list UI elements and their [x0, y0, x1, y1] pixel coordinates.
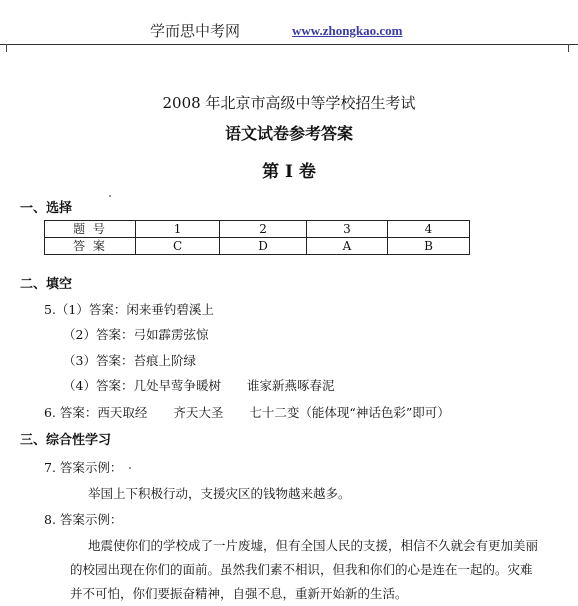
- site-name: 学而思中考网: [150, 22, 241, 40]
- answer-part: 七十二变（能体现“神话色彩”即可）: [249, 405, 450, 420]
- answer-part: （4）答案：几处早莺争暖树: [63, 378, 221, 393]
- table-row: [45, 238, 470, 255]
- answer-line: （2）答案：弓如霹雳弦惊: [63, 327, 209, 342]
- table-row-label: 题 号: [45, 221, 136, 238]
- volume-title: 第 I 卷: [262, 162, 316, 182]
- answer-line: [63, 376, 334, 394]
- table-cell: A: [306, 238, 387, 255]
- table-cell: 3: [306, 221, 387, 238]
- table-row: [45, 221, 470, 238]
- answer-line: （3）答案：苔痕上阶绿: [63, 353, 196, 368]
- section-fill-heading: 二、填空: [20, 277, 73, 292]
- table-cell: B: [387, 238, 469, 255]
- answer-line: 5.（1）答案：闲来垂钓碧溪上: [44, 302, 214, 317]
- answer-part: 6. 答案：西天取经: [44, 405, 148, 420]
- answer-text: 举国上下积极行动，支援灾区的钱物越来越多。: [88, 486, 351, 501]
- answer-part: 谁家新燕啄春泥: [246, 378, 335, 393]
- answer-table: [44, 220, 470, 255]
- corner-mark-right: [568, 44, 569, 52]
- page-header: [0, 0, 578, 46]
- table-row-label: 答 案: [45, 238, 136, 255]
- answer-label: 7. 答案示例：: [44, 460, 123, 475]
- site-url-link[interactable]: www.zhongkao.com: [292, 23, 403, 38]
- table-cell: 4: [387, 221, 469, 238]
- header-rule: [0, 44, 578, 45]
- table-cell: D: [220, 238, 307, 255]
- table-cell: 2: [220, 221, 307, 238]
- section-choice-heading: 一、选择: [20, 201, 73, 216]
- corner-mark-left: [6, 44, 7, 52]
- document-title: 语文试卷参考答案: [224, 124, 353, 143]
- section-comprehensive-heading: 三、综合性学习: [20, 433, 112, 448]
- scan-speck: [109, 195, 111, 197]
- exam-title: 2008 年北京市高级中等学校招生考试: [162, 94, 416, 112]
- answer-part: 齐天大圣: [173, 405, 224, 420]
- answer-line: [44, 403, 450, 421]
- table-cell: C: [136, 238, 220, 255]
- table-cell: 1: [136, 221, 220, 238]
- scan-speck: [129, 467, 131, 469]
- answer-label: 8. 答案示例：: [44, 512, 123, 527]
- answer-paragraph: 地震使你们的学校成了一片废墟，但有全国人民的支援，相信不久就会有更加美丽的校园出现在你们的面前。虽然我们素不相识，但我和你们的心是连在一起的。灾难并不可怕，你们要振奋精神，自强不息，重新开始新的生活。: [70, 538, 539, 601]
